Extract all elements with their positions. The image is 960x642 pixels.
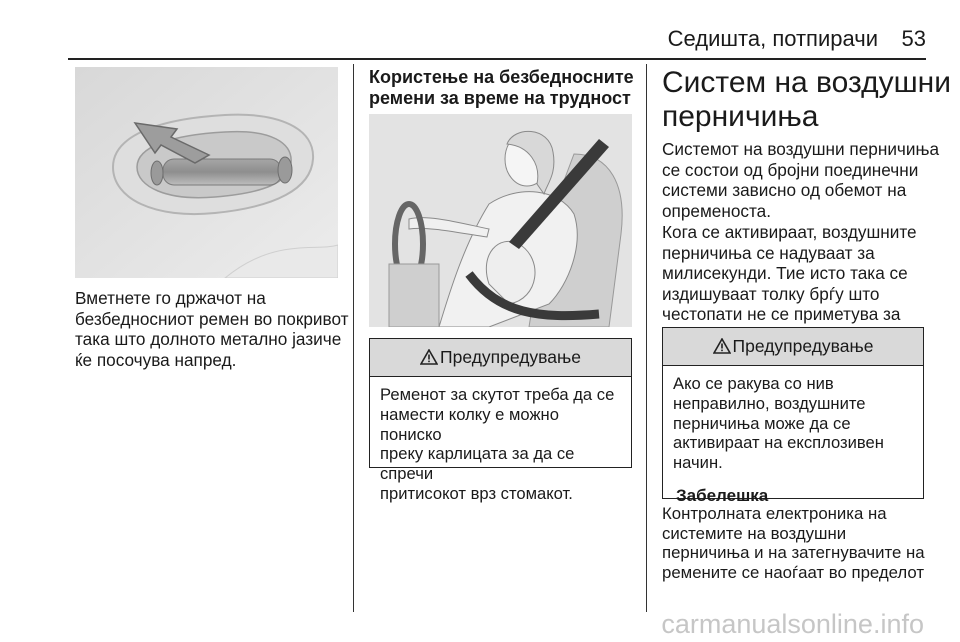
belt-holder-illustration [75,67,338,278]
watermark: carmanualsonline.info [661,609,924,639]
header-rule [68,58,926,60]
warning-text: Ременот за скутот треба да се намести колку е можно пониско преку карлицата за да се спречи притисокот врз стомакот. [380,385,615,503]
warning-triangle-icon [713,338,731,354]
note-title: Забелешка [676,486,769,505]
pregnancy-heading: Користење на безбедносните ремени за време на трудност [369,67,634,108]
left-instruction-text: Вметнете го држачот на безбедносниот ремен во покривот така што долното метално јазиче ќе посочува напред. [75,288,349,370]
column-divider [646,64,647,612]
warning-triangle-icon [420,349,438,365]
warning-box-airbag [662,327,924,499]
warning-box-pregnancy [369,338,632,503]
airbag-paragraph-2: Кога се активираат, воздушните перничиња се надуваат за милисекунди. Тие исто така се издишуваат толку брѓу што честопати не се приметува за [662,222,917,325]
airbag-paragraph-1: Системот на воздушни перничиња се состои од бројни поединечни системи зависно од обемот на опременоста. [662,139,939,221]
warning-header: Предупредување [663,328,923,366]
pregnant-driver-illustration [369,114,632,327]
page-number: 53 [901,26,926,51]
warning-header: Предупредување [370,339,631,377]
note-text: Контролната електроника на системите на воздушни перничиња и на затегнувачите на ремените се наоѓаат во пределот [662,504,925,582]
airbag-heading: Систем на воздушни перничиња [662,66,951,133]
header-title: Седишта, потпирачи [667,26,878,51]
column-divider [353,64,354,612]
warning-text: Ако се ракува со нив неправилно, воздушните перничиња може да се активираат на експлозивен начин. [673,374,884,473]
